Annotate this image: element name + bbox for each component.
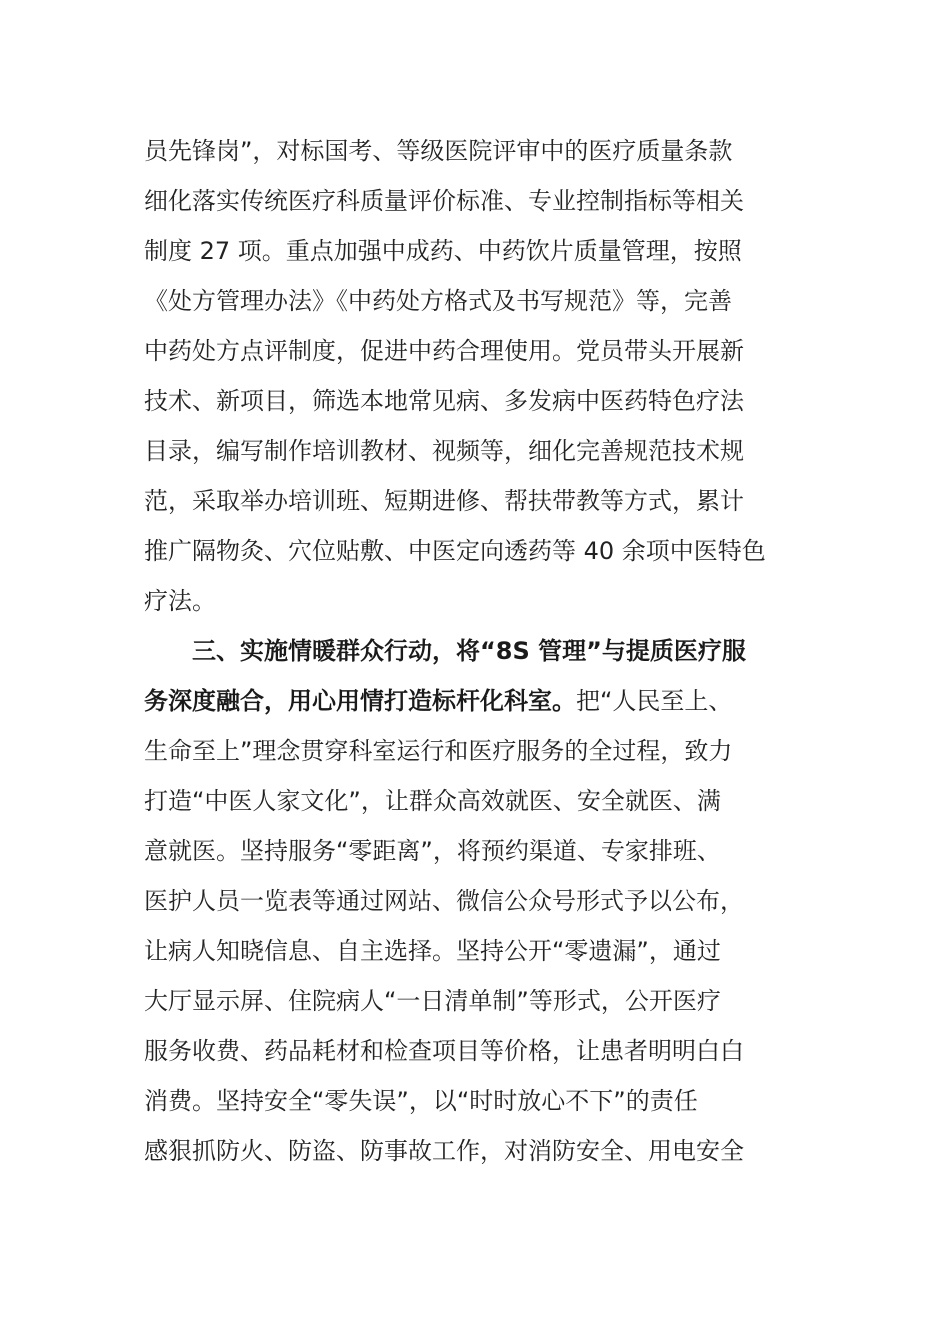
body-line: 让病人知晓信息、自主选择。坚持公开“零遗漏”，通过 (144, 937, 721, 965)
section-heading-bold-text: 务深度融合，用心用情打造标杆化科室。 (144, 687, 576, 715)
section-heading-continued (144, 676, 814, 726)
section-body-text: 把“人民至上、 (576, 687, 733, 715)
body-line: 感狠抓防火、防盗、防事故工作，对消防安全、用电安全 (144, 1137, 744, 1165)
document-body (144, 126, 814, 1176)
body-line: 范，采取举办培训班、短期进修、帮扶带教等方式，累计 (144, 487, 744, 515)
body-line: 打造“中医人家文化”，让群众高效就医、安全就医、满 (144, 787, 721, 815)
body-line: 意就医。坚持服务“零距离”，将预约渠道、专家排班、 (144, 837, 721, 865)
body-line: 细化落实传统医疗科质量评价标准、专业控制指标等相关 (144, 187, 744, 215)
body-line: 制度 27 项。重点加强中成药、中药饮片质量管理，按照 (144, 237, 742, 265)
section-heading: 三、实施情暖群众行动，将“8S 管理”与提质医疗服 (192, 637, 746, 665)
body-line: 中药处方点评制度，促进中药合理使用。党员带头开展新 (144, 337, 744, 365)
body-line: 疗法。 (144, 587, 216, 615)
body-line: 消费。坚持安全“零失误”，以“时时放心不下”的责任 (144, 1087, 698, 1115)
body-line: 生命至上”理念贯穿科室运行和医疗服务的全过程，致力 (144, 737, 733, 765)
body-line: 技术、新项目，筛选本地常见病、多发病中医药特色疗法 (144, 387, 744, 415)
body-line: 服务收费、药品耗材和检查项目等价格，让患者明明白白 (144, 1037, 744, 1065)
body-line: 《处方管理办法》《中药处方格式及书写规范》等，完善 (144, 287, 732, 315)
body-line: 员先锋岗”，对标国考、等级医院评审中的医疗质量条款 (144, 137, 733, 165)
body-line: 推广隔物灸、穴位贴敷、中医定向透药等 40 余项中医特色 (144, 537, 766, 565)
body-line: 医护人员一览表等通过网站、微信公众号形式予以公布， (144, 887, 744, 915)
body-line: 目录，编写制作培训教材、视频等，细化完善规范技术规 (144, 437, 744, 465)
body-line: 大厅显示屏、住院病人“一日清单制”等形式，公开医疗 (144, 987, 721, 1015)
